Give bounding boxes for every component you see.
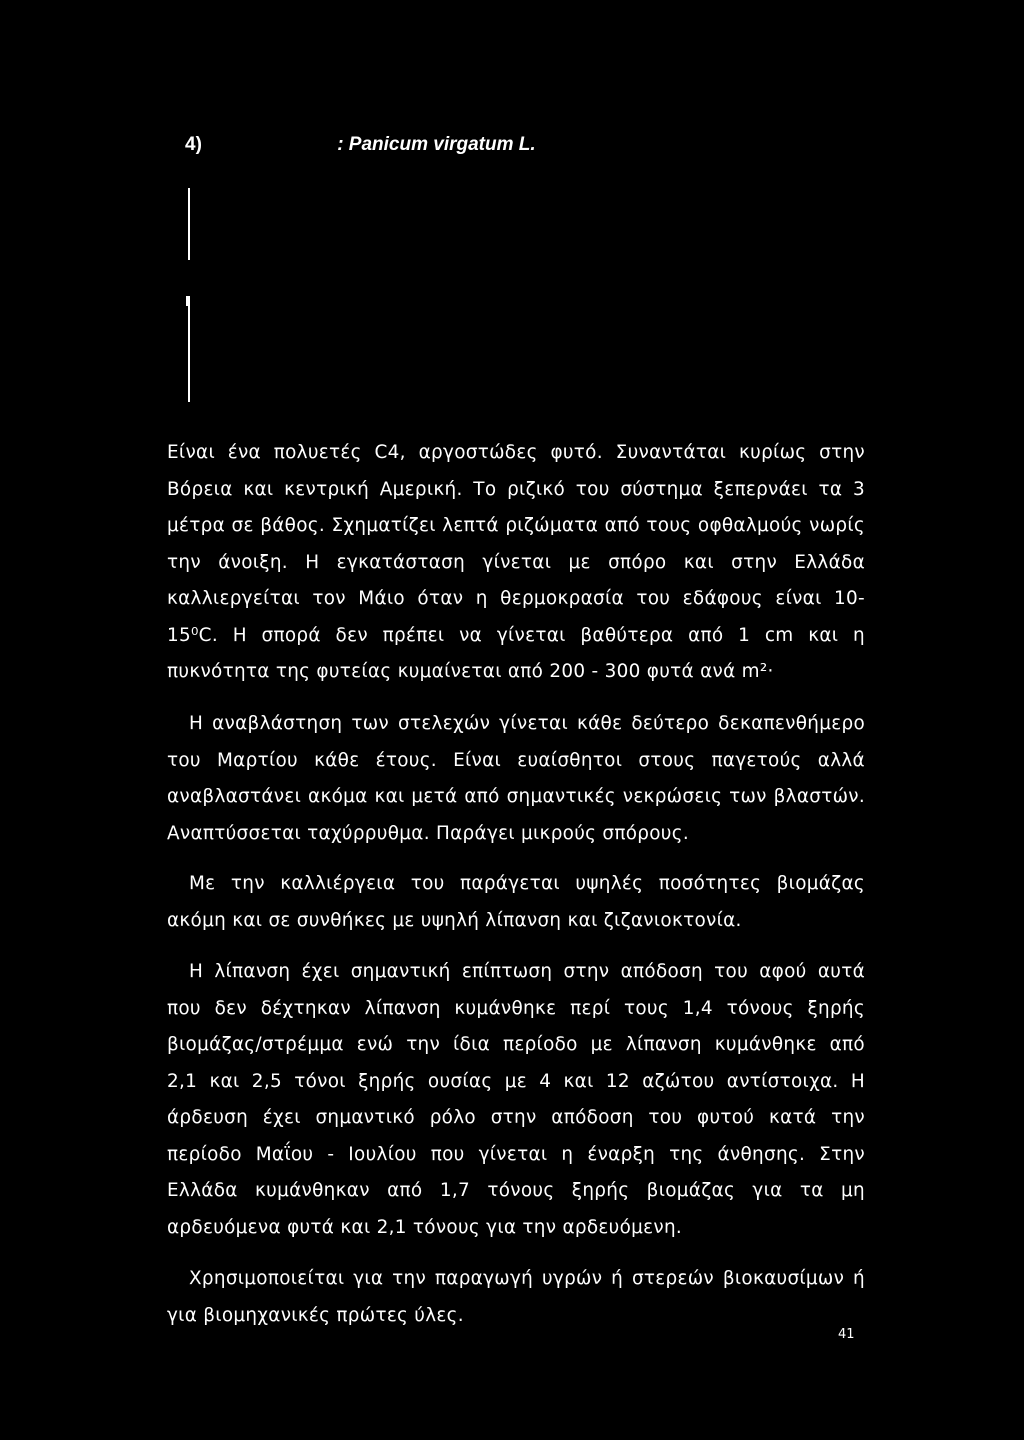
text-line: μέτρα σε βάθος. Σχηματίζει λεπτά ριζώματα από τους οφθαλμούς νωρίς [167, 515, 865, 536]
text-line: την άνοιξη. Η εγκατάσταση γίνεται με σπόρο και στην Ελλάδα [167, 551, 865, 573]
text-line: Αναπτύσσεται ταχύρρυθμα. Παράγει μικρούς σπόρους. [167, 822, 689, 844]
vertical-rule-top [188, 188, 190, 260]
text-line: 15⁰C. Η σπορά δεν πρέπει να γίνεται βαθύτερα από 1 cm και η [167, 624, 865, 646]
section-heading [185, 134, 536, 156]
text-line: που δεν δέχτηκαν λίπανση κυμάνθηκε περί τους 1,4 τόνους ξηρής [167, 997, 865, 1019]
text-line: Είναι ένα πολυετές C4, αργοστώδες φυτό. Συναντάται κυρίως στην [167, 442, 865, 463]
species-name: : Panicum virgatum L. [337, 134, 536, 155]
paragraph-regrowth [167, 706, 865, 852]
text-line: 2,1 και 2,5 τόνοι ξηρής ουσίας με 4 και 12 αζώτου αντίστοιχα. Η [167, 1070, 865, 1092]
text-line: πυκνότητα της φυτείας κυμαίνεται από 200 - 300 φυτά ανά m²· [167, 661, 774, 682]
text-line: για βιομηχανικές πρώτες ύλες. [167, 1304, 464, 1326]
text-line: του Μαρτίου κάθε έτους. Είναι ευαίσθητοι στους παγετούς αλλά [167, 749, 865, 771]
page-number: 41 [838, 1327, 855, 1342]
paragraph-uses [167, 1261, 865, 1334]
text-line: άρδευση έχει σημαντικό ρόλο στην απόδοση του φυτού κατά την [167, 1107, 865, 1128]
text-line: αρδευόμενα φυτά και 2,1 τόνους για την αρδευόμενη. [167, 1216, 683, 1238]
text-line: βιομάζας/στρέμμα ενώ την ίδια περίοδο με λίπανση κυμάνθηκε από [167, 1034, 865, 1055]
text-line: Με την καλλιέργεια του παράγεται υψηλές ποσότητες βιομάζας [189, 873, 865, 894]
section-number: 4) [185, 134, 202, 155]
text-line: Η λίπανση έχει σημαντική επίπτωση στην απόδοση του αφού αυτά [189, 961, 865, 982]
text-line: περίοδο Μαΐου - Ιουλίου που γίνεται η έναρξη της άνθησης. Στην [167, 1143, 865, 1165]
text-line: καλλιεργείται τον Μάιο όταν η θερμοκρασία του εδάφους είναι 10- [167, 588, 865, 609]
paragraph-fertilization [167, 954, 865, 1246]
text-line: Βόρεια και κεντρική Αμερική. Το ριζικό του σύστημα ξεπερνάει τα 3 [167, 478, 865, 500]
text-line: αναβλαστάνει ακόμα και μετά από σημαντικές νεκρώσεις των βλαστών. [167, 786, 865, 807]
text-line: Η αναβλάστηση των στελεχών γίνεται κάθε δεύτερο δεκαπενθήμερο [189, 713, 865, 734]
paragraph-biomass [167, 866, 865, 939]
vertical-rule-bottom [188, 296, 190, 402]
text-line: Χρησιμοποιείται για την παραγωγή υγρών ή στερεών βιοκαυσίμων ή [189, 1268, 865, 1289]
text-line: ακόμη και σε συνθήκες με υψηλή λίπανση και ζιζανιοκτονία. [167, 909, 742, 931]
paragraph-description [167, 435, 865, 691]
text-line: Ελλάδα κυμάνθηκαν από 1,7 τόνους ξηρής βιομάζας για τα μη [167, 1180, 865, 1201]
